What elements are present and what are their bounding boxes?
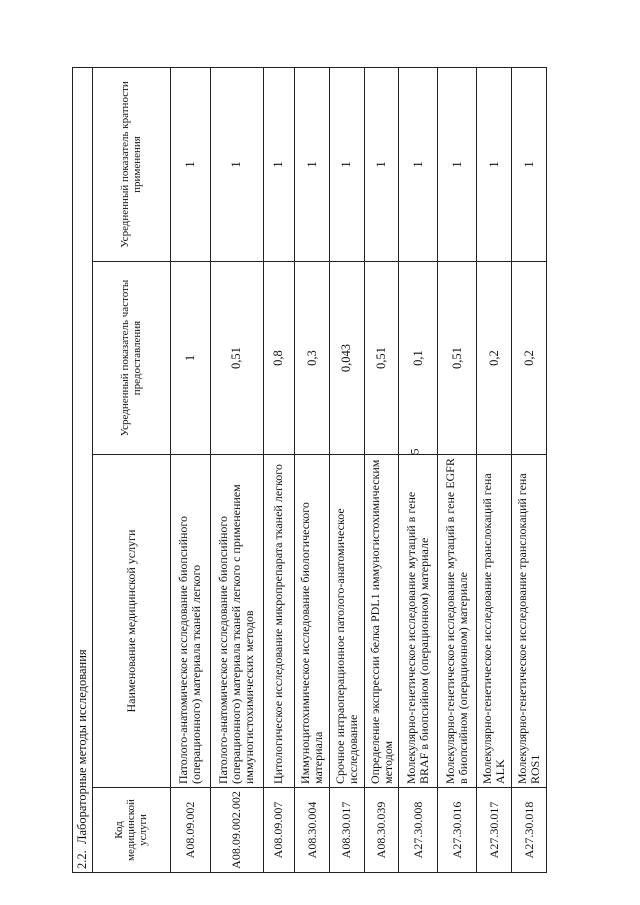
row-multiplicity: 1 [477, 67, 512, 261]
table-row [263, 67, 295, 872]
row-frequency: 1 [170, 262, 210, 455]
table-row [329, 67, 364, 872]
row-code: A08.09.002.002 [210, 788, 263, 873]
row-name: Иммуноцитохимическое исследование биологического материала [295, 455, 330, 788]
row-frequency: 0,8 [263, 262, 295, 455]
row-name: Патолого-анатомическое исследование биопсийного (операционного) материала тканей легкого [170, 455, 210, 788]
table-row [477, 67, 512, 872]
row-name: Молекулярно-генетическое исследование мутаций в гене EGFR в биопсийном (операционном) материале [438, 455, 477, 788]
row-multiplicity: 1 [263, 67, 295, 261]
row-frequency: 0,2 [512, 262, 547, 455]
section-title-text: Лабораторные методы исследования [75, 649, 89, 844]
section-number: 2.2. [75, 850, 89, 869]
row-multiplicity: 1 [210, 67, 263, 261]
row-code: A08.30.017 [329, 788, 364, 873]
row-frequency: 0,043 [329, 262, 364, 455]
table-row [210, 67, 263, 872]
row-multiplicity: 1 [170, 67, 210, 261]
row-name: Цитологическое исследование микропрепарата тканей легкого [263, 455, 295, 788]
row-code: A08.09.002 [170, 788, 210, 873]
row-code: A27.30.008 [399, 788, 438, 873]
row-code: A27.30.016 [438, 788, 477, 873]
header-name: Наименование медицинской услуги [93, 455, 171, 788]
row-frequency: 0,3 [295, 262, 330, 455]
row-frequency: 0,2 [477, 262, 512, 455]
row-code: A08.30.004 [295, 788, 330, 873]
row-name: Патолого-анатомическое исследование биопсийного (операционного) материала тканей легкого с применением иммуногистохимических методов [210, 455, 263, 788]
row-code: A08.30.039 [364, 788, 399, 873]
table-row [438, 67, 477, 872]
row-name: Молекулярно-генетическое исследование транслокаций гена ALK [477, 455, 512, 788]
row-name: Срочное интраоперационное патолого-анатомическое исследование [329, 455, 364, 788]
row-frequency: 0,51 [364, 262, 399, 455]
services-table [72, 67, 547, 873]
table-row [170, 67, 210, 872]
header-multiplicity: Усредненный показатель кратности применения [93, 67, 171, 261]
section-header-row [73, 67, 93, 872]
table-row [399, 67, 438, 872]
row-frequency: 0,51 [210, 262, 263, 455]
page-number: 5 [407, 448, 422, 455]
table-row [364, 67, 399, 872]
header-code: Код медицинской услуги [93, 788, 171, 873]
row-multiplicity: 1 [399, 67, 438, 261]
header-frequency: Усредненный показатель частоты предоставления [93, 262, 171, 455]
table-header-row [93, 67, 171, 872]
row-code: A27.30.018 [512, 788, 547, 873]
row-multiplicity: 1 [295, 67, 330, 261]
table-row [295, 67, 330, 872]
row-multiplicity: 1 [364, 67, 399, 261]
row-frequency: 0,1 [399, 262, 438, 455]
section-title [73, 67, 93, 872]
row-multiplicity: 1 [438, 67, 477, 261]
rotated-table-wrapper [72, 68, 547, 873]
row-frequency: 0,51 [438, 262, 477, 455]
row-multiplicity: 1 [329, 67, 364, 261]
row-name: Молекулярно-генетическое исследование мутаций в гене BRAF в биопсийном (операционном) материале [399, 455, 438, 788]
table-row [512, 67, 547, 872]
row-name: Определение экспрессии белка PDL1 иммуногистохимическим методом [364, 455, 399, 788]
row-name: Молекулярно-генетическое исследование транслокаций гена ROS1 [512, 455, 547, 788]
row-code: A08.09.007 [263, 788, 295, 873]
row-multiplicity: 1 [512, 67, 547, 261]
row-code: A27.30.017 [477, 788, 512, 873]
